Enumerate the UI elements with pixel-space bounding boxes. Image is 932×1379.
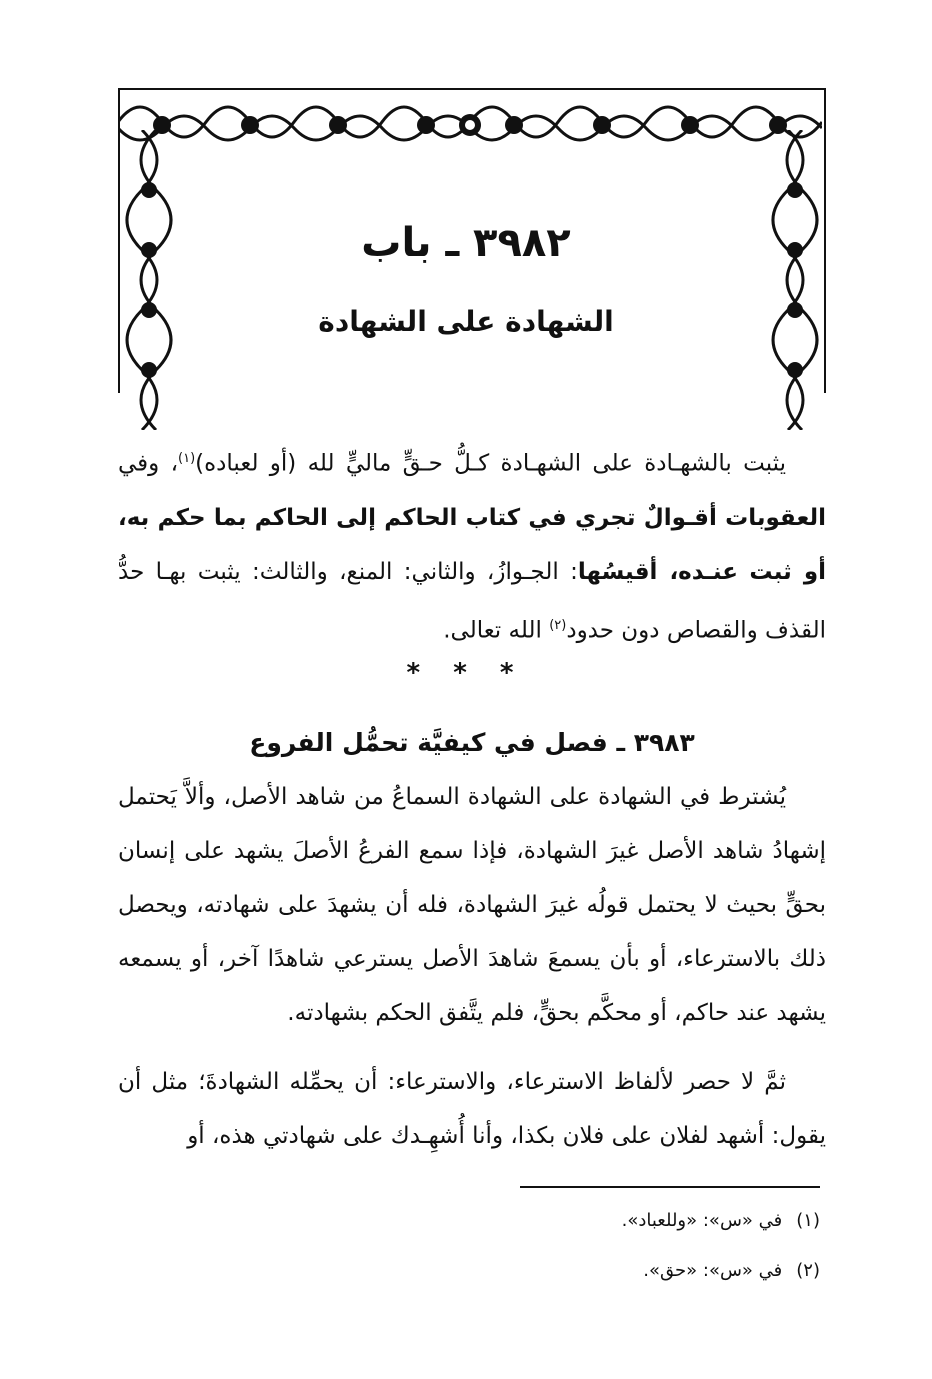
footnote-ref-1: (١) [178,451,196,466]
p1-line1-a: يثبت بالشهـادة على الشهـادة كـلُّ حـقٍّ ماليٍّ لله (أو لعباده) [195,450,786,477]
p1-line3-a: عنـده، أقيسُها [577,558,739,585]
footnote-1-text: في «س»: «وللعباد». [621,1210,783,1231]
paragraph-2: يُشترط في الشهادة على الشهادة السماعُ من شاهد الأصل، وألاَّ يَحتمل إشهادُ شاهد الأصل غيرَ الشهادة، فإذا سمع الفرعُ الأصلَ يشهد على إنسان بحقٍّ بحيث لا يحتمل قولُه غيرَ الشهادة، فله أن يشهدَ على شهادته، ويحصل ذلك بالاسترعاء، أو بأن يسمعَ شاهدَ الأصل يسترعي شاهدًا آخر، أو يسمعه يشهد عند حاكم، أو محكَّم بحقٍّ، فلم يتَّفق الحكم بشهادته. [118,784,826,1026]
chapter-number: ٣٩٨٢ ـ باب [361,220,571,266]
p1-line4-a: والقصاص دون حدود [566,617,758,644]
chapter-title: الشهادة على الشهادة [318,305,614,338]
footnote-1-number: (١) [796,1210,820,1231]
footnote-2-text: في «س»: «حق». [643,1260,783,1281]
footnote-1 [220,1206,820,1236]
paragraph-1 [118,432,826,657]
footnote-2-number: (٢) [796,1260,820,1281]
p1-line4-b: الله تعالى. [443,617,550,644]
arabesque-border-left-icon [122,130,182,430]
footnote-2 [220,1256,820,1286]
p1-line1-b: ، وفي [118,450,179,477]
p1-line3-b: : الجـوازُ، والثاني: المنع، والثالث: يثبت بهـا حدُّ القذف [118,558,826,644]
arabesque-border-right-icon [762,130,822,430]
footnote-ref-2: (٢) [549,617,567,633]
p1-line2: العقوبات أقـوالٌ تجري في كتاب الحاكم إلى الحاكم بما حكم به، أو ثبت [118,504,826,585]
paragraph-3: ثمَّ لا حصر لألفاظ الاسترعاء، والاسترعاء: أن يحمِّله الشهادةَ؛ مثل أن يقول: أشهد لفلان على فلان بكذا، وأنا أُشهِـدك على شهادتي هذه، أو [118,1069,826,1149]
section-title: ٣٩٨٣ ـ فصل في كيفيَّة تحمُّل الفروع [249,728,695,757]
footnote-divider [520,1186,820,1188]
section-separator: * * * [406,658,526,688]
arabesque-border-top-icon [118,92,822,152]
